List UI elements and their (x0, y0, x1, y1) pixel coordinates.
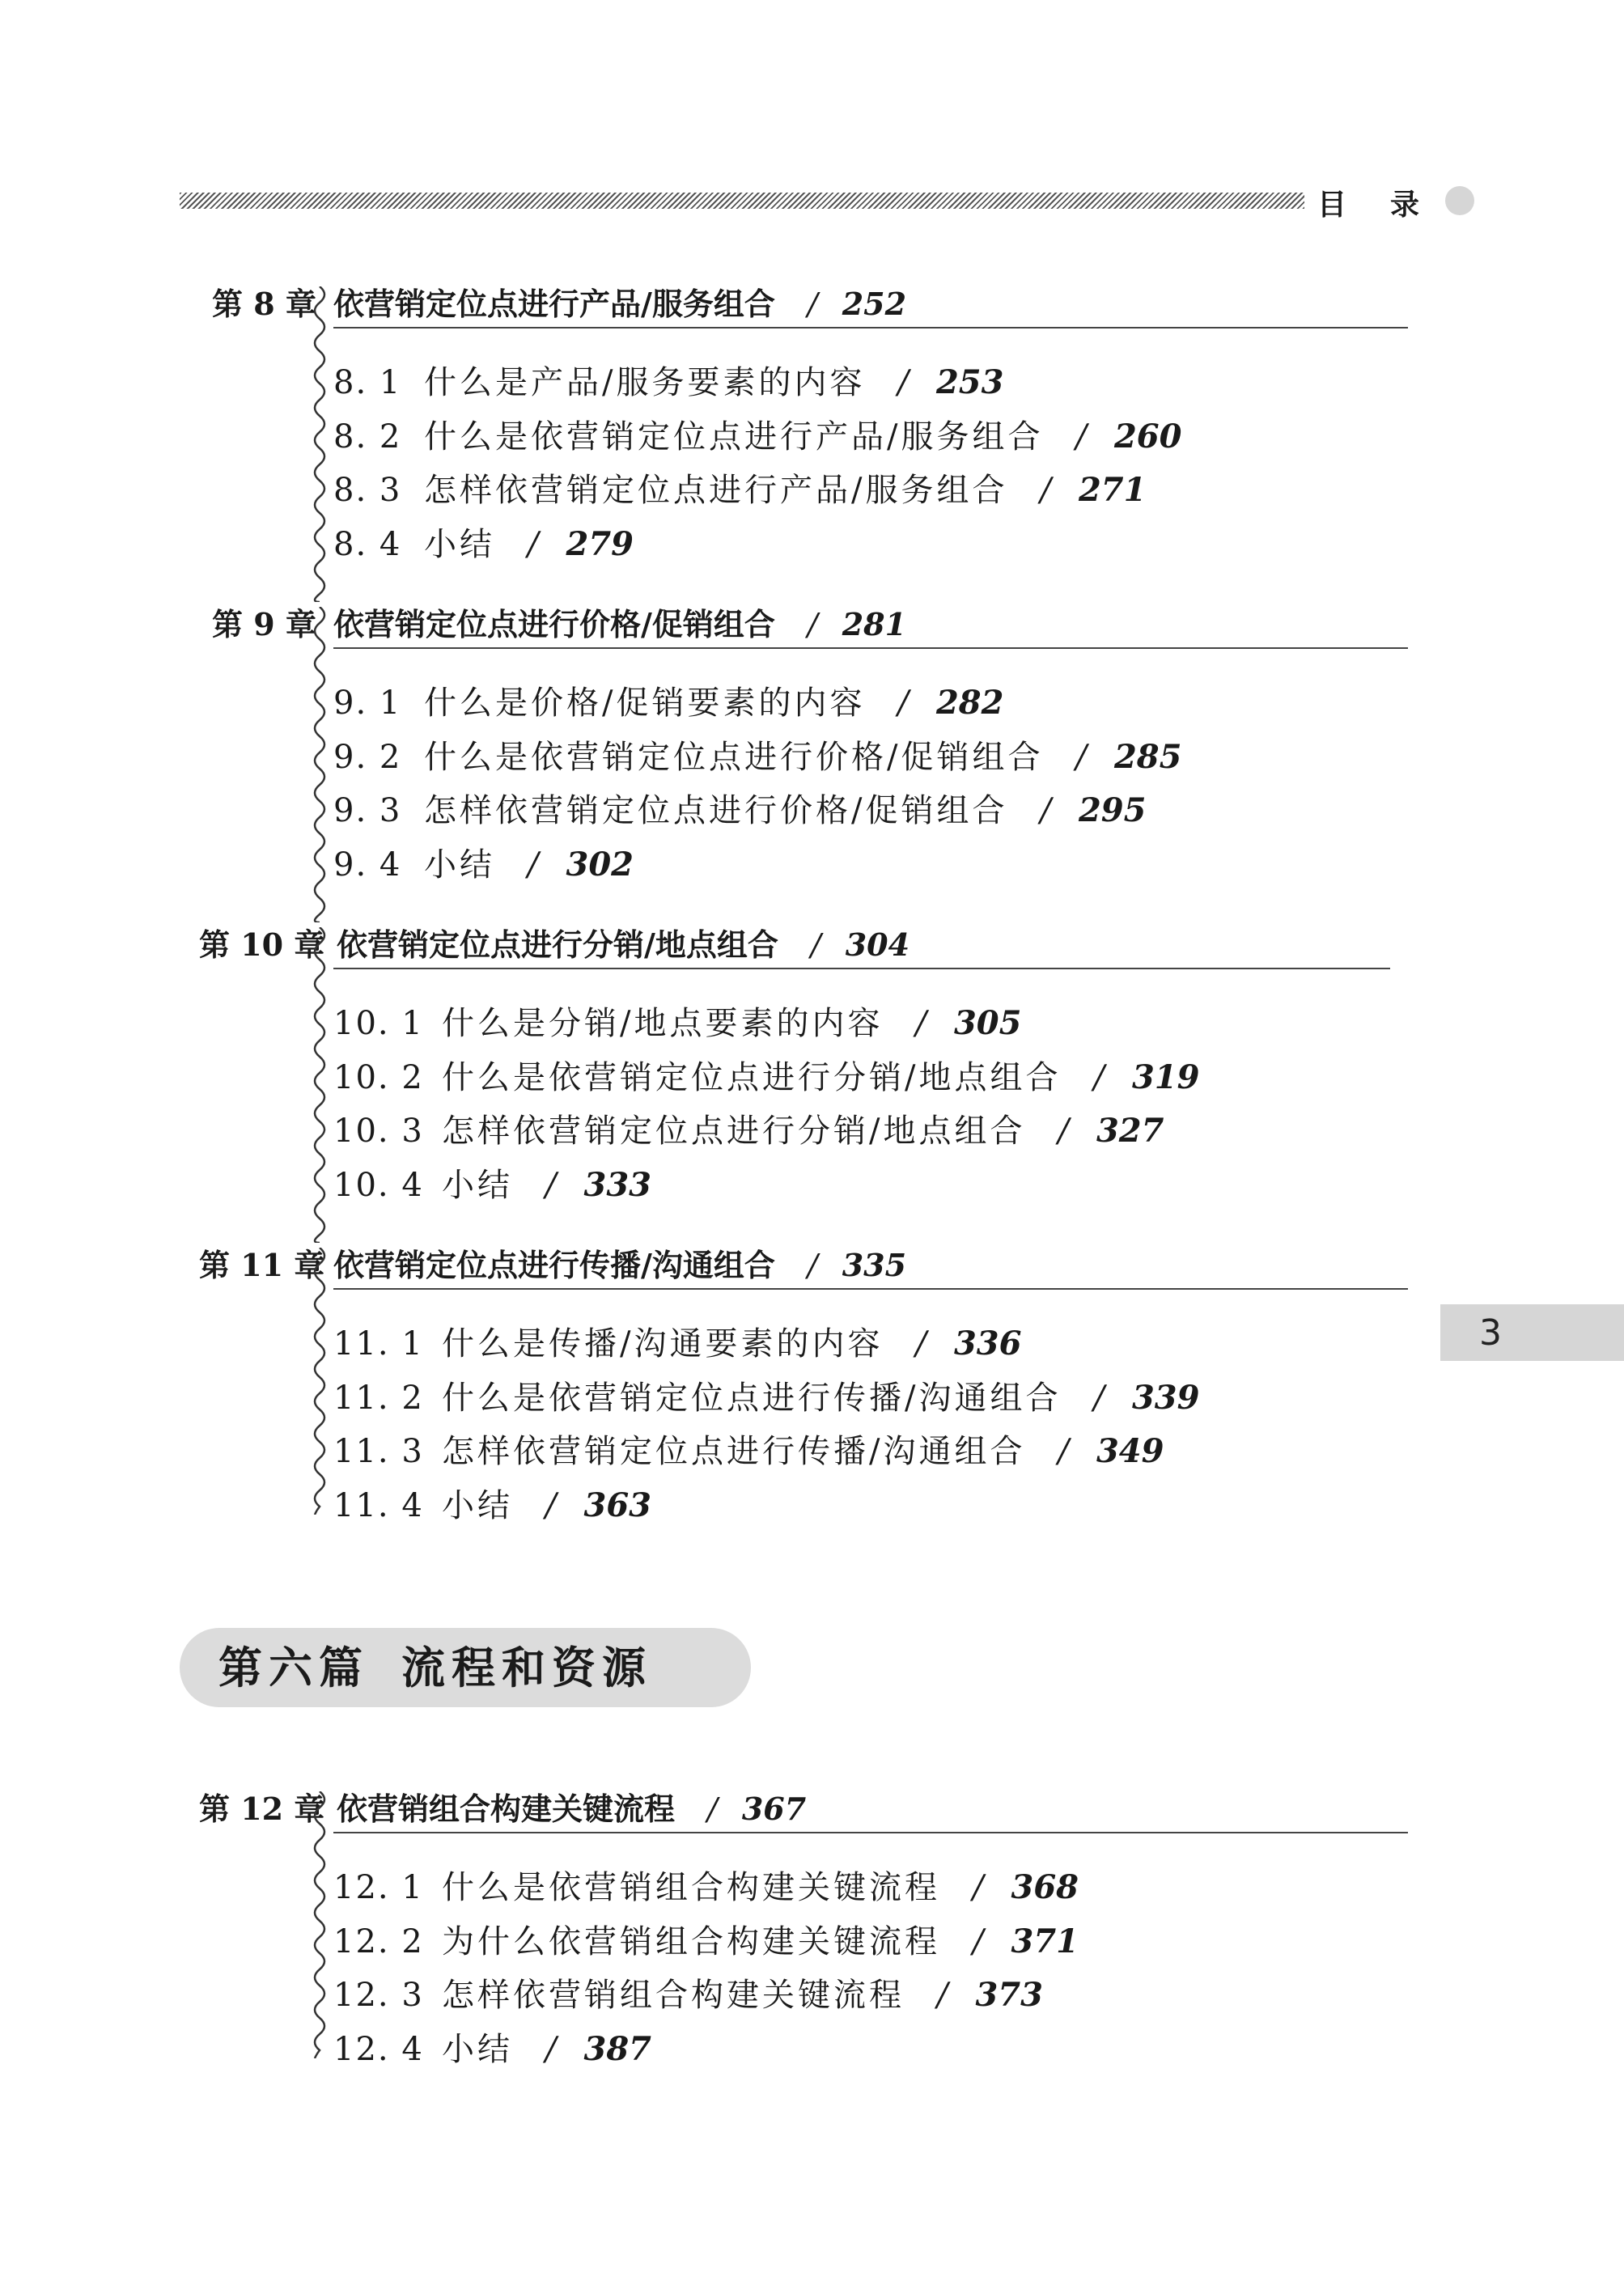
toc-entry-10-2[interactable]: 10. 2 什么是依营销定位点进行分销/地点组合 / 319 (333, 1053, 1199, 1102)
section-number: 9. 2 (333, 739, 402, 776)
section-title: 为什么依营销组合构建关键流程 (442, 1923, 940, 1960)
chapter-label: 第 8 章 (212, 286, 316, 322)
chapter-heading-8[interactable] (212, 282, 1408, 327)
section-page: 333 (583, 1166, 651, 1204)
section-title: 什么是依营销定位点进行产品/服务组合 (424, 418, 1044, 456)
chapter-heading-9[interactable] (212, 602, 1408, 647)
section-page: 253 (935, 363, 1004, 401)
section-number: 8. 3 (333, 472, 402, 509)
section-page: 260 (1113, 417, 1182, 456)
chapter-label: 第 9 章 (212, 606, 316, 642)
section-page: 371 (1011, 1922, 1079, 1960)
section-page: 285 (1113, 738, 1182, 776)
toc-entry-9-3[interactable]: 9. 3 怎样依营销定位点进行价格/促销组合 / 295 (333, 786, 1146, 835)
chapter-title: 依营销定位点进行传播/沟通组合 / 335 (333, 1247, 907, 1283)
chapter-page: 281 (842, 606, 907, 642)
toc-entry-11-1[interactable]: 11. 1 什么是传播/沟通要素的内容 / 336 (333, 1320, 1021, 1368)
section-title: 什么是传播/沟通要素的内容 (442, 1325, 884, 1363)
section-number: 9. 1 (333, 685, 402, 722)
chapter-title: 依营销定位点进行分销/地点组合 / 304 (337, 926, 910, 963)
section-number: 11. 4 (333, 1487, 424, 1524)
section-title: 什么是依营销定位点进行传播/沟通组合 (442, 1380, 1062, 1417)
wavy-brace-line (307, 1248, 332, 1515)
section-title: 怎样依营销定位点进行分销/地点组合 (442, 1113, 1026, 1150)
wavy-brace-line (307, 286, 332, 602)
section-title: 怎样依营销定位点进行产品/服务组合 (424, 472, 1008, 509)
toc-entry-9-4[interactable]: 9. 4 小结 / 302 (333, 841, 634, 889)
section-number: 12. 2 (333, 1923, 424, 1960)
section-page: 368 (1011, 1868, 1079, 1906)
toc-entry-10-4[interactable]: 10. 4 小结 / 333 (333, 1161, 651, 1210)
section-number: 12. 3 (333, 1977, 424, 2014)
toc-entry-12-2[interactable]: 12. 2 为什么依营销组合构建关键流程 / 371 (333, 1918, 1079, 1966)
section-page: 336 (953, 1325, 1022, 1363)
chapter-heading-12[interactable] (199, 1787, 1408, 1832)
section-number: 11. 2 (333, 1380, 424, 1417)
chapter-heading-11[interactable] (199, 1243, 1408, 1288)
toc-entry-9-2[interactable]: 9. 2 什么是依营销定位点进行价格/促销组合 / 285 (333, 733, 1181, 782)
section-number: 8. 2 (333, 418, 402, 456)
section-title: 小结 (424, 526, 495, 563)
toc-entry-10-1[interactable]: 10. 1 什么是分销/地点要素的内容 / 305 (333, 999, 1021, 1048)
section-page: 282 (935, 684, 1004, 722)
section-page: 349 (1096, 1432, 1164, 1470)
section-number: 10. 2 (333, 1059, 424, 1096)
section-title: 怎样依营销定位点进行传播/沟通组合 (442, 1433, 1026, 1470)
section-title: 怎样依营销定位点进行价格/促销组合 (424, 792, 1008, 829)
section-page: 339 (1131, 1379, 1200, 1417)
section-page: 305 (953, 1004, 1022, 1042)
header-hatch-band (180, 193, 1304, 209)
section-title: 小结 (442, 2031, 513, 2068)
running-header-title (1317, 183, 1423, 222)
section-number: 10. 1 (333, 1005, 424, 1042)
header-dot-ornament (1445, 186, 1474, 215)
toc-entry-12-4[interactable]: 12. 4 小结 / 387 (333, 2025, 651, 2074)
section-page: 319 (1131, 1058, 1200, 1096)
chapter-rule (333, 647, 1408, 649)
section-page: 295 (1078, 791, 1147, 829)
section-number: 12. 1 (333, 1869, 424, 1906)
section-title: 小结 (442, 1167, 513, 1204)
header-title-char-2: 录 (1389, 187, 1423, 222)
chapter-title: 依营销组合构建关键流程 / 367 (337, 1791, 807, 1827)
page-number-tab (1440, 1304, 1624, 1361)
chapter-rule (333, 1288, 1408, 1290)
toc-entry-8-4[interactable]: 8. 4 小结 / 279 (333, 520, 634, 569)
toc-entry-11-2[interactable]: 11. 2 什么是依营销定位点进行传播/沟通组合 / 339 (333, 1374, 1199, 1422)
wavy-brace-line (307, 1791, 332, 2058)
chapter-label: 第 11 章 (199, 1247, 325, 1283)
section-title: 什么是依营销定位点进行价格/促销组合 (424, 739, 1044, 776)
toc-entry-12-1[interactable]: 12. 1 什么是依营销组合构建关键流程 / 368 (333, 1863, 1079, 1912)
section-number: 9. 3 (333, 792, 402, 829)
chapter-page: 335 (842, 1247, 907, 1283)
chapter-label: 第 10 章 (199, 926, 325, 963)
chapter-page: 252 (842, 286, 907, 322)
section-title: 什么是依营销组合构建关键流程 (442, 1869, 940, 1906)
wavy-brace-line (307, 607, 332, 922)
toc-entry-11-3[interactable]: 11. 3 怎样依营销定位点进行传播/沟通组合 / 349 (333, 1427, 1164, 1476)
chapter-rule (333, 968, 1390, 969)
section-number: 8. 4 (333, 526, 402, 563)
part-heading[interactable] (218, 1628, 652, 1707)
toc-entry-9-1[interactable]: 9. 1 什么是价格/促销要素的内容 / 282 (333, 679, 1003, 727)
part-label: 第六篇 (218, 1642, 369, 1693)
page-number: 3 (1479, 1312, 1502, 1354)
chapter-label: 第 12 章 (199, 1791, 325, 1827)
section-number: 11. 3 (333, 1433, 424, 1470)
part-title: 流程和资源 (401, 1642, 652, 1693)
section-page: 327 (1096, 1112, 1164, 1150)
section-title: 小结 (442, 1487, 513, 1524)
chapter-page: 304 (845, 926, 910, 963)
chapter-heading-10[interactable] (199, 922, 1395, 968)
toc-entry-8-3[interactable]: 8. 3 怎样依营销定位点进行产品/服务组合 / 271 (333, 466, 1146, 515)
section-title: 怎样依营销组合构建关键流程 (442, 1977, 905, 2014)
toc-entry-8-2[interactable]: 8. 2 什么是依营销定位点进行产品/服务组合 / 260 (333, 413, 1181, 461)
section-number: 9. 4 (333, 846, 402, 884)
section-number: 12. 4 (333, 2031, 424, 2068)
toc-entry-12-3[interactable]: 12. 3 怎样依营销组合构建关键流程 / 373 (333, 1971, 1043, 2020)
section-title: 什么是分销/地点要素的内容 (442, 1005, 884, 1042)
section-number: 10. 4 (333, 1167, 424, 1204)
chapter-page: 367 (741, 1791, 807, 1827)
section-page: 387 (583, 2030, 651, 2068)
chapter-title: 依营销定位点进行价格/促销组合 / 281 (333, 606, 907, 642)
section-title: 什么是价格/促销要素的内容 (424, 685, 866, 722)
section-page: 373 (975, 1976, 1043, 2014)
section-number: 11. 1 (333, 1325, 424, 1363)
section-page: 302 (566, 846, 634, 884)
section-title: 小结 (424, 846, 495, 884)
wavy-brace-line (307, 927, 332, 1243)
toc-entry-10-3[interactable]: 10. 3 怎样依营销定位点进行分销/地点组合 / 327 (333, 1107, 1164, 1155)
toc-entry-11-4[interactable]: 11. 4 小结 / 363 (333, 1481, 651, 1530)
section-number: 8. 1 (333, 364, 402, 401)
section-number: 10. 3 (333, 1113, 424, 1150)
chapter-rule (333, 327, 1408, 328)
section-page: 279 (566, 525, 634, 563)
section-page: 363 (583, 1486, 651, 1524)
toc-entry-8-1[interactable]: 8. 1 什么是产品/服务要素的内容 / 253 (333, 358, 1003, 407)
chapter-title: 依营销定位点进行产品/服务组合 / 252 (333, 286, 907, 322)
section-title: 什么是产品/服务要素的内容 (424, 364, 866, 401)
section-page: 271 (1078, 471, 1147, 509)
header-title-char-1: 目 (1317, 187, 1351, 222)
chapter-rule (333, 1832, 1408, 1833)
section-title: 什么是依营销定位点进行分销/地点组合 (442, 1059, 1062, 1096)
